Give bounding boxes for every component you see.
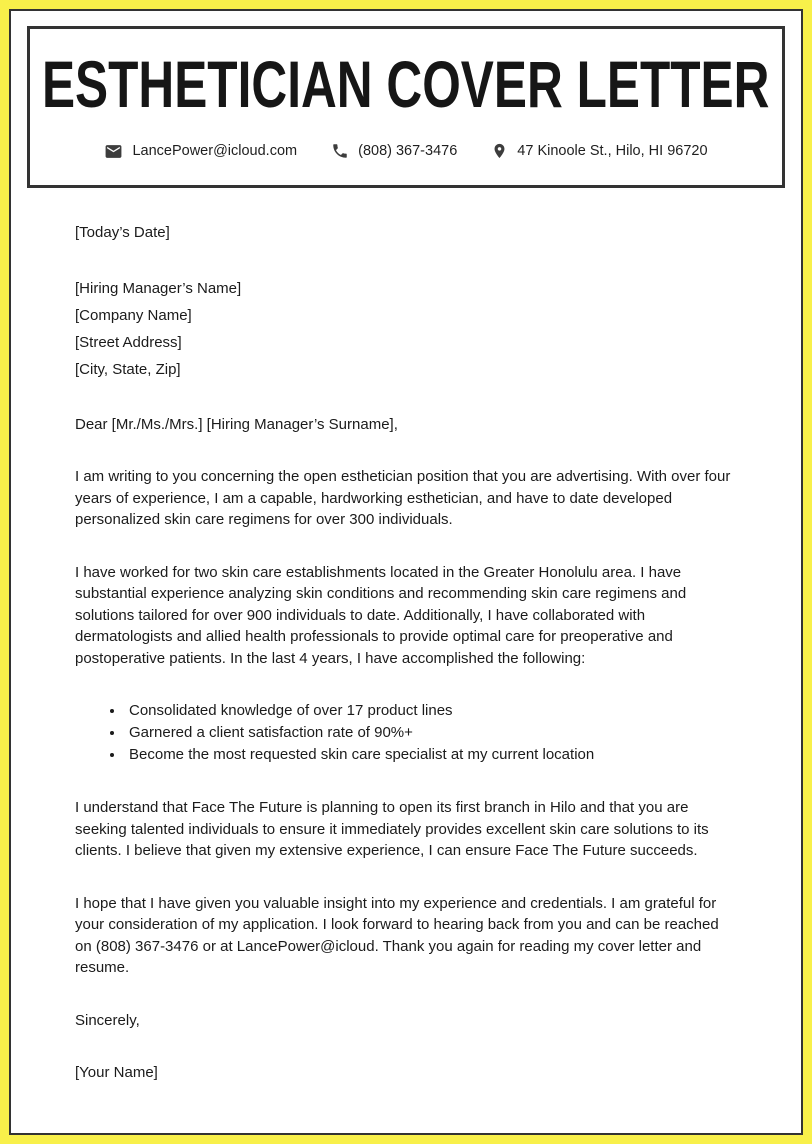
bullet-item: • Become the most requested skin care specialist at my current location bbox=[125, 744, 737, 766]
recipient-line: [Street Address] bbox=[75, 333, 182, 351]
recipient-line: [City, State, Zip] bbox=[75, 360, 181, 378]
contact-phone-text: (808) 367-3476 bbox=[358, 143, 458, 159]
letter-page bbox=[9, 9, 803, 1135]
letter-body bbox=[11, 188, 801, 1084]
bullet-item: • Garnered a client satisfaction rate of 90%+ bbox=[125, 722, 737, 744]
signature-placeholder: [Your Name] bbox=[75, 1064, 158, 1081]
recipient-block bbox=[75, 275, 737, 383]
contact-email bbox=[104, 142, 297, 161]
body-paragraph: I am writing to you concerning the open esthetician position that you are advertising. With over four years of experience, I am a capable, hardworking esthetician, and have to date developed personalized skin care regimens for over 300 individuals. bbox=[75, 468, 731, 528]
recipient-line: [Hiring Manager’s Name] bbox=[75, 279, 242, 297]
bullet-list bbox=[107, 700, 737, 766]
salutation: Dear [Mr./Ms./Mrs.] [Hiring Manager’s Surname], bbox=[75, 415, 398, 433]
date-placeholder: [Today’s Date] bbox=[75, 224, 170, 241]
page-title: ESTHETICIAN COVER LETTER bbox=[42, 48, 770, 123]
email-icon bbox=[104, 142, 123, 161]
recipient-line: [Company Name] bbox=[75, 306, 192, 324]
header-box bbox=[27, 26, 785, 188]
contact-address bbox=[491, 141, 707, 161]
contact-row bbox=[104, 141, 707, 161]
body-paragraph: I hope that I have given you valuable insight into my experience and credentials. I am grateful for your consideration of my application. I look forward to hearing back from you and can be reached on (808) 367-3476 or at LancePower@icloud. Thank you again for reading my cover letter and resume. bbox=[75, 894, 719, 976]
body-paragraph: I understand that Face The Future is planning to open its first branch in Hilo and that you are seeking talented individuals to ensure it immediately provides excellent skin care solutions to its clients. I believe that given my extensive experience, I can ensure Face The Future succeeds. bbox=[75, 799, 709, 859]
contact-email-text: LancePower@icloud.com bbox=[132, 143, 298, 159]
bullet-item: • Consolidated knowledge of over 17 product lines bbox=[125, 700, 737, 722]
contact-phone bbox=[331, 142, 457, 160]
phone-icon bbox=[331, 142, 349, 160]
body-paragraph: I have worked for two skin care establishments located in the Greater Honolulu area. I have substantial experience analyzing skin conditions and recommending skin care regimens and solutions tailored for over 900 individuals to date. Additionally, I have collaborated with dermatologists and allied health professionals to provide optimal care for preoperative and postoperative patients. In the last 4 years, I have accomplished the following: bbox=[75, 563, 687, 667]
closing: Sincerely, bbox=[75, 1011, 140, 1029]
contact-address-text: 47 Kinoole St., Hilo, HI 96720 bbox=[517, 143, 708, 159]
location-pin-icon bbox=[491, 141, 508, 161]
